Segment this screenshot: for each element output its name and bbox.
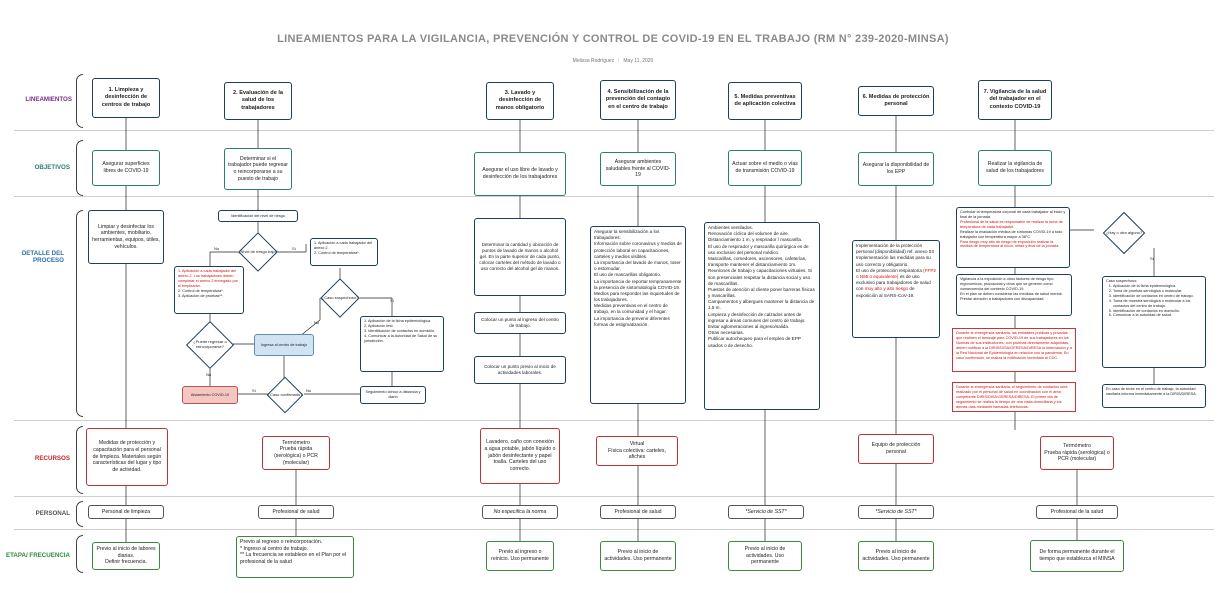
item: Para riesgo muy alto de riesgo de exposición realizar la medida de temperatura al inicio, mitad y final de la jornada. — [960, 239, 1060, 249]
detalle-7-caso-sospechoso — [1102, 276, 1206, 368]
page-title: LINEAMIENTOS PARA LA VIGILANCIA, PREVENCIÓN Y CONTROL DE COVID-19 EN EL TRABAJO (RM N° 239-2020-MINSA) — [277, 33, 949, 45]
objetivo-4: Asegurar ambientes saludables frente al COVID-19 — [600, 152, 676, 186]
detalle-4-heading: Asegurar la sensibilización a los trabajadores: — [594, 229, 660, 241]
row-label-recursos: RECURSOS — [34, 455, 70, 462]
lineamiento-3: 3. Lavado y desinfección de manos obligatorio — [486, 82, 554, 120]
item: Controlar la temperatura corporal de cada trabajador al inicio y final de la jornada. — [960, 210, 1066, 219]
c2-mid-steps — [360, 316, 444, 372]
author-name: Melissa Rodríguez — [572, 58, 615, 64]
label-si: Sí — [292, 246, 296, 251]
detalle-6-text: Implementación de la protección personal (disponibilidad) ref. anexo 03 Implementación las medidas para su uso correcto y obligatorio. — [856, 243, 934, 267]
item: La importancia del lavado de manos, toser o estornudar. — [594, 259, 681, 272]
item: La importancia de prevenir diferentes formas de estigmatización. — [594, 315, 670, 327]
item: Mascarillas, comedores, ascensores, cafeterías, transporte mantener el distanciamiento 1m. — [708, 255, 807, 268]
item: Puestos de atención al cliente poner barreras físicas y mascarillas. — [708, 286, 815, 299]
item: Distanciamiento 1 m. y respirador / mascarilla. — [708, 237, 803, 243]
ingresa-centro-box: Ingresa al centro de trabajo — [254, 334, 314, 356]
personal-1: Personal de limpieza — [88, 505, 164, 519]
recurso-2: Termómetro Prueba rápida (serológica) o PCR (molecular) — [262, 436, 330, 470]
detalle-6 — [852, 240, 940, 338]
lineamiento-1: 1. Limpieza y desinfección de centros de trabajo — [92, 78, 160, 118]
caso-heading: Caso sospechoso: — [1106, 279, 1138, 283]
recurso-7: Termómetro Prueba rápida (serológica) o PCR (molecular) — [1040, 436, 1114, 470]
step: 1. Aplicación a cada trabajador del anexo 2. — [314, 241, 373, 250]
objetivo-1: Asegurar superficies libres de COVID-19 — [92, 150, 160, 186]
c2-left-steps — [174, 266, 244, 314]
label-no: No — [306, 388, 312, 393]
item: Ambientes ventilados. — [708, 225, 753, 230]
etapa-2 — [236, 536, 354, 578]
detalle-3b: Colocar un punto al ingreso del centro de trabajo. — [474, 312, 566, 334]
c2-right-steps — [310, 238, 378, 266]
item: Campamentos y albergues mantener la distancia de 1.5 m. — [708, 299, 815, 311]
lineamiento-2: 2. Evaluación de la salud de los trabajadores — [224, 82, 292, 120]
step: 2. Control de temperatura*. — [314, 250, 360, 255]
detalle-1: Limpiar y desinfectar los ambientes, mobiliario, herramientas, equipos, útiles, vehículos. — [88, 210, 164, 264]
lineamiento-4: 4. Sensibilización de la prevención del contagio en el centro de trabajo — [600, 80, 676, 120]
row-label-etapa: ETAPA/ FRECUENCIA — [5, 552, 70, 559]
detalle-5 — [704, 222, 820, 410]
aislamiento-box: Aislamiento COVID-19 — [182, 386, 238, 404]
etapa-4: Previo al inicio de actividades. Uso permanente — [600, 541, 676, 571]
recurso-3: Lavadero, caño con conexión a agua potable, jabón líquido o jabón desinfectante y papel toalla. Carteles del uso correcto. — [480, 428, 560, 484]
item: 5. Identificación de contactos en domicilio. — [1113, 309, 1202, 314]
item: 3. Identificación de contactos en centro de trabajo. — [1113, 294, 1202, 299]
item: La importancia de reportar tempranamente la presencia de sintomatología COVID-19. — [594, 278, 682, 290]
etapa-6: Previo al inicio de actividades. Uso permanente — [858, 541, 934, 571]
row-label-objetivos: OBJETIVOS — [34, 164, 70, 171]
decision-confirmado: ¿Caso confirmado? — [266, 382, 304, 408]
recurso-1: Medidas de protección y capacitación para el personal de limpieza. Materiales según características del lugar y tipo de actividad. — [86, 428, 168, 486]
detalle-7-red-note-1: Durante la emergencia sanitaria, las entidades públicas y privadas que realicen el tamizaje para COVID-19 de sus trabajadores en los Normas de sus instituciones, con pruebas directamente adquiridas, deben notificar a la DIRIS/DISA/GERESA/DIRESA la información y a la Red Nacional de Epidemiología en relación con la pandemia. En caso confirmado, se realiza la notificación inmediata al CDC. — [952, 328, 1076, 372]
item: 1. Aplicación de la ficha epidemiológica. — [1113, 284, 1202, 289]
detalle-4 — [590, 226, 686, 404]
author-date: May 11, 2020 — [623, 58, 654, 64]
lineamiento-6: 6. Medidas de protección personal — [858, 86, 934, 116]
decision-riesgo-bajo: ¿Nivel de riesgo bajo? — [238, 238, 278, 266]
item: 2. Toma de pruebas serológica o molecular. — [1113, 289, 1202, 294]
lineamiento-7: 7. Vigilancia de la salud del trabajador en el contexto COVID-19 — [978, 80, 1052, 120]
detalle-6-highlight: (FFP2 o N95 o equivalente) — [856, 267, 936, 279]
step: 4. Comunicar a la Autoridad de Salud de su jurisdicción. — [364, 333, 438, 343]
etapa-2-line: ** La frecuencia se establece en el Plan por el profesional de la salud — [240, 552, 347, 565]
row-label-detalle: DETALLE DEL PROCESO — [21, 250, 64, 264]
lineamiento-5: 5. Medidas preventivas de aplicación colectiva — [728, 82, 802, 120]
item: Vigilancia a la exposición a otros factores de riesgo tipo ergonómicos, psicosocial y otros que se generen como consecuencia del contexto COVID-19. — [960, 277, 1054, 291]
item: El uso de mascarillas obligatorio. — [594, 272, 662, 278]
step: 3. Identificación de contactos en domicilio. — [364, 328, 436, 333]
item: Información sobre coronavirus y medios de protección laboral en capacitaciones, carteles y medios visibles. — [594, 241, 682, 259]
label-no: No — [214, 246, 220, 251]
item: El uso de respirador y mascarilla quirúrgica es de uso exclusivo del personal médico. — [708, 243, 809, 255]
item: Medios para responder las inquietudes de los trabajadores. — [594, 290, 680, 303]
etapa-7: De forma permanente durante el tiempo que establezca el MINSA — [1030, 540, 1124, 572]
detalle-6-text: El uso de protección respiratoria — [856, 267, 922, 273]
detalle-6-text: de exposición al SARS-CoV-19. — [856, 286, 915, 298]
row-label-lineamientos: LINEAMIENTOS — [25, 96, 72, 103]
objetivo-3: Asegurar el uso libre de lavado y desinfección de los trabajadores — [474, 152, 566, 196]
step: 3. Aplicación de pruebas**. — [178, 293, 224, 298]
objetivo-5: Actuar sobre el medio o vías de transmisión COVID-19 — [728, 150, 802, 186]
detalle-7-red-note-2: Durante la emergencia sanitaria, el seguimiento de contactos será realizado por el personal de salud en coordinación con el área competente DIRIS/DISA/GERESA/DIRESA. El primer día de seguimiento se realiza la tiempo de una visita domiciliaria y los demás días mediante llamadas telefónicas. — [952, 382, 1076, 412]
step: 1. Aplicación a cada trabajador del anexo 2. Los trabajadores deben completar el anexo 2 entregado por el empleador. — [178, 269, 238, 288]
detalle-7a — [956, 207, 1070, 268]
step: 2. Aplicación test. — [364, 323, 394, 328]
personal-5: *Servicio de SST* — [728, 505, 804, 519]
item: Otras necesarias. — [708, 330, 744, 336]
objetivo-6: Asegurar la disponibilidad de los EPP — [858, 152, 934, 186]
detalle-3c: Colocar un punto previo al inicio de actividades laborales. — [474, 356, 566, 384]
objetivo-2: Determinar si el trabajador puede regresar o reincorporarse a su puesto de trabajo — [224, 148, 292, 190]
etapa-2-line: Previo al regreso o reincorporación. — [240, 539, 323, 545]
label-si: Sí — [1150, 256, 1154, 261]
step: 2. Control de temperatura*. — [178, 288, 224, 293]
item: En el plan se deben considerar las medidas de salud mental. — [960, 291, 1063, 296]
label-no: No — [206, 372, 212, 377]
item: Prestar atención a trabajadores con discapacidad. — [960, 296, 1045, 301]
item: Realizar la evaluación médica de síntomas COVID-19 a todo trabajador con temperatura mayor a 38°C. — [960, 229, 1063, 239]
etapa-5: Previo al inicio de actividades. Uso permanente — [728, 541, 802, 571]
item: 4. Toma de muestra serológica o molecular a los contactos del centro de trabajo. — [1113, 299, 1202, 309]
detalle-7-brote-note: En caso de brote en el centro de trabajo, la autoridad sanitaria informa inmediatamente a la DIRIS/DIRESA. — [1102, 384, 1206, 408]
decision-regresar: ¿Puede regresar o reincorporarse? — [186, 328, 234, 362]
decision-otro: ¿Hay o otra alguno? — [1094, 218, 1154, 248]
detalle-6-highlight: muy alto y alto riesgo — [864, 286, 909, 292]
personal-7: Profesional de la salud — [1036, 505, 1118, 519]
etapa-1: Previo al inicio de labores diarias. Definir frecuencia. — [92, 542, 160, 570]
decision-sospechoso: ¿Caso sospechoso? — [320, 284, 360, 312]
label-no: No — [314, 320, 320, 325]
row-label-personal: PERSONAL — [35, 510, 70, 517]
detalle-6-text: es de uso exclusivo para trabajadores de salud con — [856, 273, 931, 292]
item: Medidas preventivas en el centro de trabajo, en la comunidad y el hogar. — [594, 303, 668, 315]
personal-4: Profesional de salud — [600, 505, 676, 519]
objetivo-7: Realizar la vigilancia de salud de los trabajadores — [978, 150, 1052, 186]
personal-3: No especifica la norma — [482, 505, 558, 519]
recurso-6: Equipo de protección personal — [858, 434, 934, 464]
seguimiento-box: Seguimiento clínico a distancia y diario — [360, 386, 426, 404]
item: Renovación cíclica del volumen de aire. — [708, 231, 789, 237]
personal-2: Profesional de salud — [258, 505, 334, 519]
label-si: Sí — [252, 388, 256, 393]
step: 1. Aplicación de la ficha epidemiológica. — [364, 319, 432, 323]
label-si: Sí — [390, 298, 394, 303]
item: Profesional de la salud es responsable de realizar la toma de temperatura de cada trabajador. — [960, 219, 1063, 229]
recurso-4: Virtual Física colectiva: carteles, afiches — [596, 436, 678, 466]
item: Reuniones de trabajo y capacitaciones virtuales. Si son presenciales respetar la distancia social y uso de mascarillas. — [708, 268, 812, 286]
nivel-riesgo-box: Identificación del nivel de riesgo — [218, 210, 298, 222]
detalle-3a: Determinar la cantidad y ubicación de puntos de lavado de manos o alcohol gel. En la parte superior de cada punto, colocar carteles del método de lavado o uso correcto del alcohol gel de manos. — [474, 218, 566, 296]
author-line: Melissa Rodríguez | May 11, 2020 — [572, 58, 654, 64]
item: Publicar autochequeo para el empleo de EPP usados o de desecho. — [708, 336, 801, 348]
personal-6: *Servicio de SST* — [858, 505, 934, 519]
item: Limpieza y desinfección de calzados antes de ingresar a áreas comunes del centro de trabajo. — [708, 311, 806, 323]
detalle-7b — [956, 274, 1072, 316]
etapa-3: Previo al ingreso o reinicio. Uso permanente — [486, 541, 554, 571]
item: 6. Comunicar a la autoridad de salud. — [1113, 313, 1202, 318]
etapa-2-line: * Ingreso al centro de trabajo. — [240, 545, 309, 552]
item: Evitar aglomeraciones al ingreso/salida. — [708, 324, 790, 329]
